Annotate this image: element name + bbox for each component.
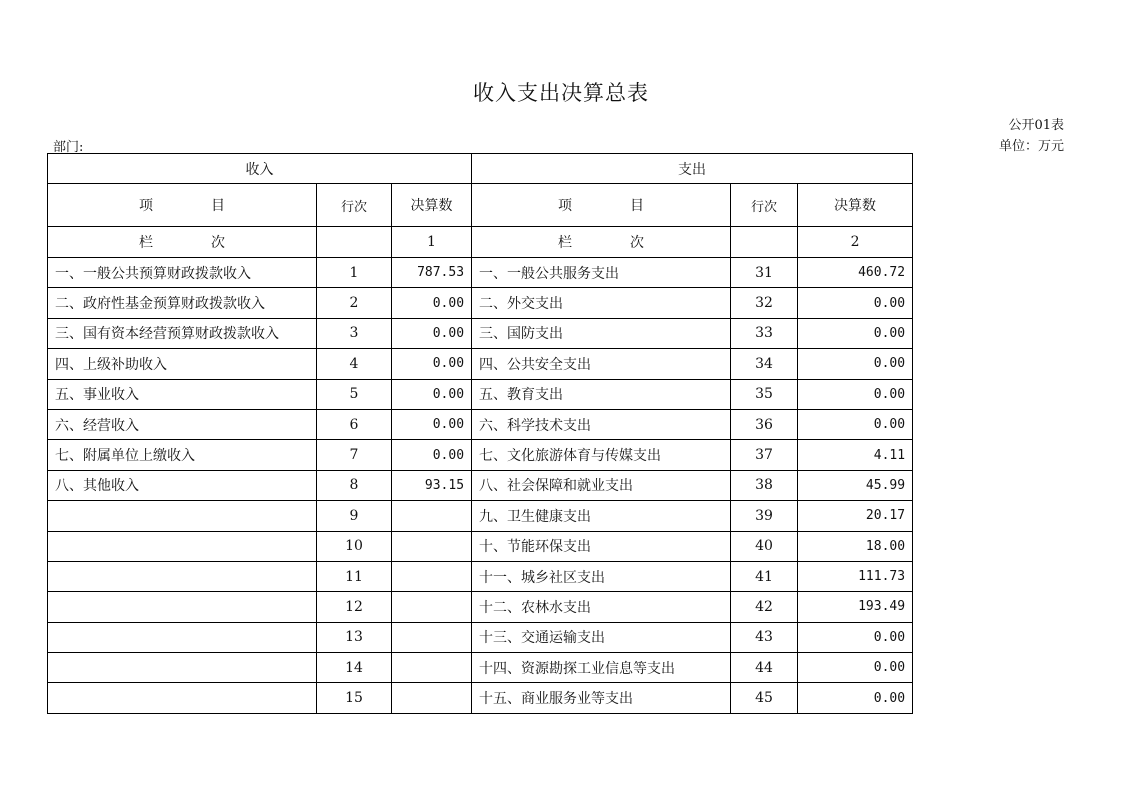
income-section-header: 收入 — [48, 154, 472, 184]
expense-item-cell: 一、一般公共服务支出 — [472, 258, 731, 288]
expense-row-number-cell: 35 — [731, 379, 798, 409]
income-amount-cell: 0.00 — [392, 349, 472, 379]
expense-amount-cell: 45.99 — [798, 470, 913, 500]
form-number: 公开01表 — [1008, 118, 1064, 133]
column-number-row — [48, 227, 913, 258]
expense-row-header: 行次 — [731, 184, 798, 227]
income-item-cell — [48, 531, 317, 561]
table-row — [48, 622, 913, 652]
expense-amount-cell: 460.72 — [798, 258, 913, 288]
income-item-cell — [48, 622, 317, 652]
expense-row-number-cell: 31 — [731, 258, 798, 288]
expense-item-cell: 三、国防支出 — [472, 318, 731, 348]
expense-item-cell: 十五、商业服务业等支出 — [472, 683, 731, 713]
income-row-number-cell: 9 — [317, 501, 392, 531]
income-amount-cell — [392, 561, 472, 591]
expense-row-number-cell: 37 — [731, 440, 798, 470]
income-amount-cell — [392, 622, 472, 652]
income-row-number-cell: 4 — [317, 349, 392, 379]
income-item-cell — [48, 653, 317, 683]
expense-item-cell: 十二、农林水支出 — [472, 592, 731, 622]
expense-row-number-cell: 39 — [731, 501, 798, 531]
expense-row-number-cell: 36 — [731, 409, 798, 439]
income-column-number: 1 — [392, 227, 472, 258]
expense-row-number-cell: 44 — [731, 653, 798, 683]
income-item-cell — [48, 561, 317, 591]
expense-item-cell: 十一、城乡社区支出 — [472, 561, 731, 591]
income-amount-cell: 0.00 — [392, 440, 472, 470]
expense-amount-cell: 0.00 — [798, 379, 913, 409]
income-amount-cell: 787.53 — [392, 258, 472, 288]
income-item-cell: 四、上级补助收入 — [48, 349, 317, 379]
expense-amount-cell: 0.00 — [798, 653, 913, 683]
income-row-number-cell: 14 — [317, 653, 392, 683]
expense-item-cell: 七、文化旅游体育与传媒支出 — [472, 440, 731, 470]
income-row-header: 行次 — [317, 184, 392, 227]
income-row-number-cell: 7 — [317, 440, 392, 470]
table-row — [48, 501, 913, 531]
table-row — [48, 409, 913, 439]
income-item-cell: 二、政府性基金预算财政拨款收入 — [48, 288, 317, 318]
table-row — [48, 592, 913, 622]
income-row-number-cell: 12 — [317, 592, 392, 622]
income-item-cell: 一、一般公共预算财政拨款收入 — [48, 258, 317, 288]
income-amount-cell: 0.00 — [392, 379, 472, 409]
expense-column-number: 2 — [798, 227, 913, 258]
income-row-number-cell: 15 — [317, 683, 392, 713]
expense-row-number-cell: 38 — [731, 470, 798, 500]
column-header-row — [48, 184, 913, 227]
income-item-cell: 五、事业收入 — [48, 379, 317, 409]
income-item-cell — [48, 501, 317, 531]
table-row — [48, 258, 913, 288]
income-amount-cell — [392, 592, 472, 622]
table-row — [48, 288, 913, 318]
expense-amount-cell: 18.00 — [798, 531, 913, 561]
expense-item-cell: 四、公共安全支出 — [472, 349, 731, 379]
table-row — [48, 531, 913, 561]
income-item-cell — [48, 592, 317, 622]
unit-label: 单位：万元 — [998, 139, 1064, 154]
income-item-cell: 三、国有资本经营预算财政拨款收入 — [48, 318, 317, 348]
income-row-number-cell: 5 — [317, 379, 392, 409]
income-item-cell: 六、经营收入 — [48, 409, 317, 439]
table-row — [48, 683, 913, 713]
table-row — [48, 379, 913, 409]
page-title: 收入支出决算总表 — [473, 81, 649, 105]
expense-item-cell: 二、外交支出 — [472, 288, 731, 318]
income-row-number-cell: 3 — [317, 318, 392, 348]
income-item-header: 项 目 — [48, 184, 317, 227]
income-row-number-cell: 11 — [317, 561, 392, 591]
income-row-number-cell: 1 — [317, 258, 392, 288]
income-row-number-cell: 13 — [317, 622, 392, 652]
income-amount-cell — [392, 683, 472, 713]
income-amount-cell: 0.00 — [392, 409, 472, 439]
expense-row-number-cell: 40 — [731, 531, 798, 561]
income-row-number-cell: 6 — [317, 409, 392, 439]
expense-row-number-cell: 32 — [731, 288, 798, 318]
section-header-row — [48, 154, 913, 184]
expense-amount-cell: 0.00 — [798, 349, 913, 379]
table-row — [48, 349, 913, 379]
expense-amount-cell: 20.17 — [798, 501, 913, 531]
income-item-cell: 八、其他收入 — [48, 470, 317, 500]
expense-lanci-empty — [731, 227, 798, 258]
income-amount-cell — [392, 653, 472, 683]
income-lanci-empty — [317, 227, 392, 258]
expense-amount-header: 决算数 — [798, 184, 913, 227]
expense-item-header: 项 目 — [472, 184, 731, 227]
expense-item-cell: 十、节能环保支出 — [472, 531, 731, 561]
income-row-number-cell: 10 — [317, 531, 392, 561]
expense-amount-cell: 0.00 — [798, 288, 913, 318]
expense-item-cell: 八、社会保障和就业支出 — [472, 470, 731, 500]
income-item-cell: 七、附属单位上缴收入 — [48, 440, 317, 470]
table-row — [48, 470, 913, 500]
income-amount-header: 决算数 — [392, 184, 472, 227]
income-expense-table — [47, 153, 913, 714]
income-amount-cell: 93.15 — [392, 470, 472, 500]
expense-item-cell: 九、卫生健康支出 — [472, 501, 731, 531]
income-row-number-cell: 2 — [317, 288, 392, 318]
expense-row-number-cell: 42 — [731, 592, 798, 622]
expense-amount-cell: 0.00 — [798, 409, 913, 439]
expense-item-cell: 十四、资源勘探工业信息等支出 — [472, 653, 731, 683]
expense-amount-cell: 4.11 — [798, 440, 913, 470]
expense-item-cell: 六、科学技术支出 — [472, 409, 731, 439]
expense-amount-cell: 0.00 — [798, 622, 913, 652]
table-row — [48, 653, 913, 683]
expense-row-number-cell: 43 — [731, 622, 798, 652]
department-label: 部门: — [53, 140, 84, 155]
income-item-cell — [48, 683, 317, 713]
expense-amount-cell: 0.00 — [798, 683, 913, 713]
table-row — [48, 561, 913, 591]
income-amount-cell: 0.00 — [392, 318, 472, 348]
income-amount-cell — [392, 501, 472, 531]
table-row — [48, 440, 913, 470]
expense-row-number-cell: 34 — [731, 349, 798, 379]
income-amount-cell — [392, 531, 472, 561]
expense-item-cell: 五、教育支出 — [472, 379, 731, 409]
expense-row-number-cell: 33 — [731, 318, 798, 348]
expense-item-cell: 十三、交通运输支出 — [472, 622, 731, 652]
expense-amount-cell: 193.49 — [798, 592, 913, 622]
table-row — [48, 318, 913, 348]
income-amount-cell: 0.00 — [392, 288, 472, 318]
expense-section-header: 支出 — [472, 154, 913, 184]
expense-row-number-cell: 41 — [731, 561, 798, 591]
expense-amount-cell: 111.73 — [798, 561, 913, 591]
expense-row-number-cell: 45 — [731, 683, 798, 713]
income-row-number-cell: 8 — [317, 470, 392, 500]
expense-lanci-label: 栏 次 — [472, 227, 731, 258]
expense-amount-cell: 0.00 — [798, 318, 913, 348]
income-lanci-label: 栏 次 — [48, 227, 317, 258]
